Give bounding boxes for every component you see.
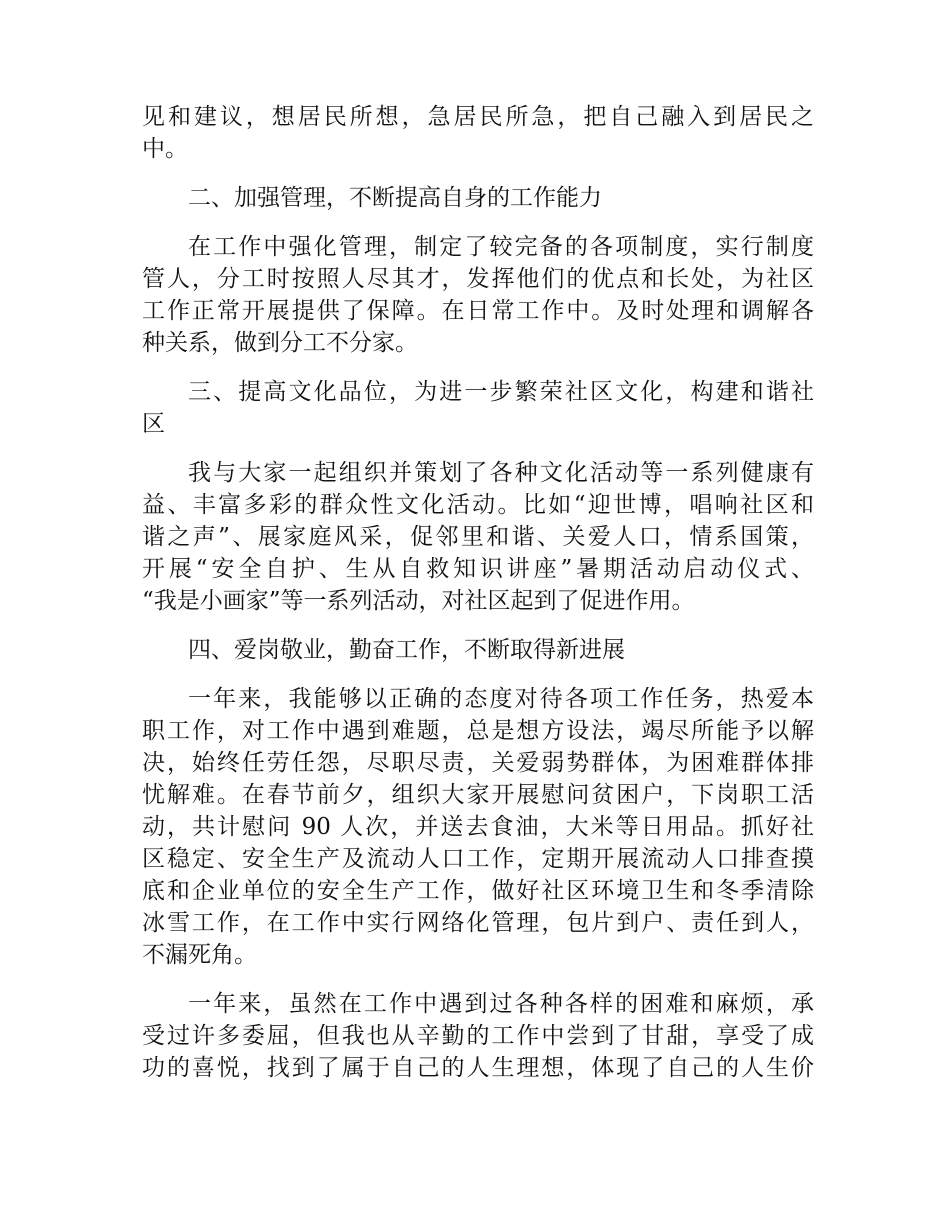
text-line: 冰雪工作，在工作中实行网络化管理，包片到户、责任到人， (142, 910, 814, 936)
text-line: 管人，分工时按照人尽其才，发挥他们的优点和长处，为社区 (142, 266, 814, 292)
text-line: 底和企业单位的安全生产工作，做好社区环境卫生和冬季清除 (142, 878, 814, 904)
text-line: 功的喜悦，找到了属于自己的人生理想，体现了自己的人生价 (142, 1055, 814, 1081)
paragraph-culture (142, 457, 814, 617)
text-line: 动，共计慰问 90 人次，并送去食油，大米等日用品。抓好社 (142, 814, 814, 840)
text-line: “我是小画家”等一系列活动，对社区起到了促进作用。 (142, 588, 695, 614)
paragraph-management (142, 231, 814, 359)
text-line: 决，始终任劳任怨，尽职尽责，关爱弱势群体，为困难群体排 (142, 750, 814, 776)
text-line: 受过许多委屈，但我也从辛勤的工作中尝到了甘甜，享受了成 (142, 1023, 814, 1049)
text-line: 种关系，做到分工不分家。 (142, 330, 418, 356)
text-line: 不漏死角。 (142, 942, 257, 968)
text-line: 中。 (142, 136, 188, 162)
text-line: 开展“安全自护、生从自救知识讲座”暑期活动启动仪式、 (142, 556, 814, 582)
text-line: 三、提高文化品位，为进一步繁荣社区文化，构建和谐社 (188, 379, 814, 405)
text-line: 谐之声”、展家庭风采，促邻里和谐、关爱人口，情系国策， (142, 524, 814, 550)
text-line: 在工作中强化管理，制定了较完备的各项制度，实行制度 (188, 234, 814, 260)
text-line: 一年来，虽然在工作中遇到过各种各样的困难和麻烦，承 (188, 991, 814, 1017)
paragraph-intro-continuation (142, 101, 814, 165)
text-line: 职工作，对工作中遇到难题，总是想方设法，竭尽所能予以解 (142, 718, 814, 744)
text-line: 工作正常开展提供了保障。在日常工作中。及时处理和调解各 (142, 298, 814, 324)
paragraph-reflection (142, 988, 814, 1084)
text-line: 益、丰富多彩的群众性文化活动。比如“迎世博，唱响社区和 (142, 492, 814, 518)
text-line: 我与大家一起组织并策划了各种文化活动等一系列健康有 (188, 460, 814, 486)
section-heading-4: 四、爱岗敬业，勤奋工作，不断取得新进展 (188, 637, 625, 663)
text-line: 区稳定、安全生产及流动人口工作，定期开展流动人口排查摸 (142, 846, 814, 872)
text-line: 一年来，我能够以正确的态度对待各项工作任务，热爱本 (188, 686, 814, 712)
section-heading-2: 二、加强管理，不断提高自身的工作能力 (188, 185, 602, 211)
text-line: 区 (142, 411, 165, 437)
document-page (142, 101, 814, 1101)
text-line: 见和建议，想居民所想，急居民所急，把自己融入到居民之 (142, 104, 814, 130)
text-line: 忧解难。在春节前夕，组织大家开展慰问贫困户，下岗职工活 (142, 782, 814, 808)
paragraph-dedication (142, 683, 814, 971)
section-heading-3 (142, 376, 814, 440)
